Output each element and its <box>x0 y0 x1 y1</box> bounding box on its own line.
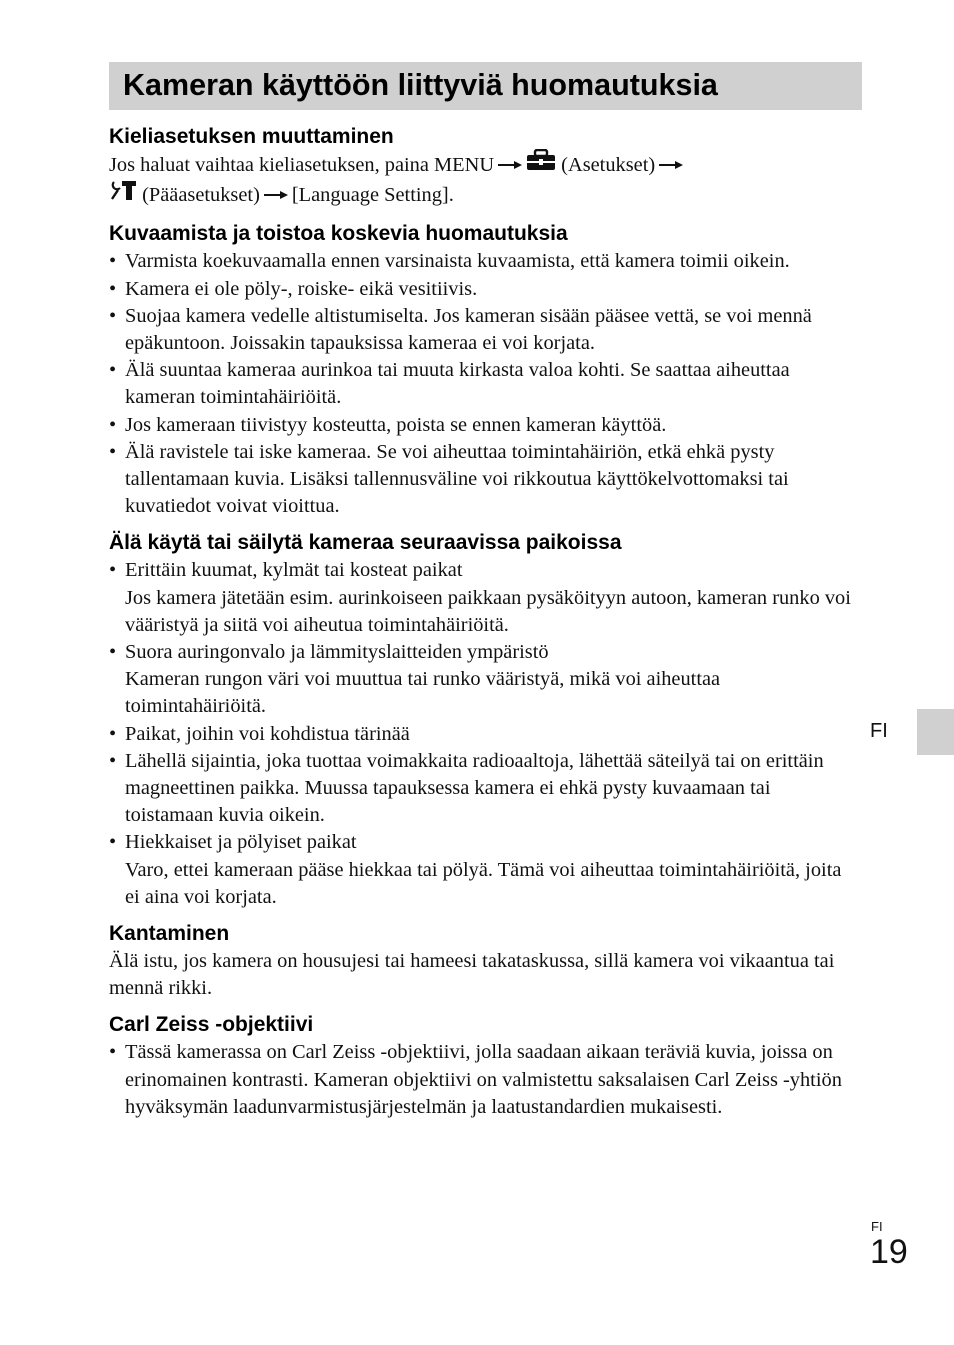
page-number: 19 <box>870 1233 908 1271</box>
carrying-text: Älä istu, jos kamera on housujesi tai hameesi takataskussa, sillä kamera voi vikaantua tai mennä rikki. <box>109 950 835 1000</box>
list-item-desc: Varo, ettei kameraan pääse hiekkaa tai pölyä. Tämä voi aiheuttaa toimintahäiriöitä, joita ei aina voi korjata. <box>125 858 842 908</box>
language-text-2a: (Pääasetukset) <box>142 184 260 206</box>
side-tab-marker <box>917 709 954 755</box>
list-item-title: • Suora auringonvalo ja lämmityslaitteiden ympäristö <box>125 641 549 664</box>
section-heading-language: Kieliasetuksen muuttaminen <box>109 125 394 148</box>
section-language <box>109 122 861 211</box>
list-item: • Tässä kamerassa on Carl Zeiss -objektiivi, jolla saadaan aikaan teräviä kuvia, joissa on erinomainen kontrasti. Kameran objektiivi on valmistettu saksalaisen Carl Zeiss -yhtiön hyväksymän laadunvarmistusjärjestelmän ja laatustandardien mukaisesti. <box>109 1039 861 1121</box>
arrow-right-icon <box>498 151 522 178</box>
section-storage <box>109 528 861 911</box>
section-heading-storage: Älä käytä tai säilytä kameraa seuraavissa paikoissa <box>109 531 622 555</box>
section-heading-carrying: Kantaminen <box>109 922 230 946</box>
list-item-desc: Kameran rungon väri voi muuttua tai runko vääristyä, mikä voi aiheuttaa toimintahäiriöitä. <box>125 668 721 718</box>
zeiss-list <box>109 1039 861 1121</box>
arrow-right-icon <box>264 181 288 208</box>
list-item-title: • Erittäin kuumat, kylmät tai kosteat paikat <box>125 559 463 582</box>
section-shooting <box>109 219 861 520</box>
page-title: Kameran käyttöön liittyviä huomautuksia <box>123 68 718 102</box>
footer-language-label: FI <box>871 1219 883 1234</box>
list-item: • Varmista koekuvaamalla ennen varsinaista kuvaamista, että kamera toimii oikein. <box>109 248 861 275</box>
section-zeiss <box>109 1010 861 1121</box>
list-item <box>109 829 861 911</box>
content <box>109 122 861 1121</box>
list-item <box>109 639 861 721</box>
toolbox-icon <box>526 149 556 179</box>
language-line-1 <box>109 151 861 181</box>
arrow-right-icon <box>659 151 683 178</box>
list-item: • Älä ravistele tai iske kameraa. Se voi aiheuttaa toimintahäiriön, etkä ehkä pysty tallentamaan kuvia. Lisäksi tallennusväline voi rikkoutua käyttökelvottomaksi tai kuvatiedot voivat vioittua. <box>109 439 861 521</box>
list-item-desc: Jos kamera jätetään esim. aurinkoiseen paikkaan pysäköityyn autoon, kameran runko voi vääristyä ja siitä voi aiheutua toimintahäiriöitä. <box>125 586 851 636</box>
list-item-title: • Paikat, joihin voi kohdistua tärinää <box>125 722 410 745</box>
list-item <box>109 721 861 748</box>
language-text-2b: [Language Setting]. <box>291 184 454 206</box>
list-item-title: • Lähellä sijaintia, joka tuottaa voimakkaita radioaaltoja, lähettää säteilyä tai on erittäin magneettinen paikka. Muussa tapauksessa kamera ei ehkä pysty kuvaamaan tai toistamaan kuvia oikein. <box>125 749 824 827</box>
list-item-title: • Hiekkaiset ja pölyiset paikat <box>125 831 357 854</box>
section-heading-zeiss: Carl Zeiss -objektiivi <box>109 1013 314 1037</box>
section-heading-shooting: Kuvaamista ja toistoa koskevia huomautuksia <box>109 222 568 246</box>
list-item: • Suojaa kamera vedelle altistumiselta. Jos kameran sisään pääsee vettä, se voi mennä epäkuntoon. Joissakin tapauksissa kameraa ei voi korjata. <box>109 303 861 357</box>
list-item: • Älä suuntaa kameraa aurinkoa tai muuta kirkasta valoa kohti. Se saattaa aiheuttaa kameran toimintahäiriöitä. <box>109 357 861 411</box>
list-item <box>109 557 861 639</box>
language-text-1a: Jos haluat vaihtaa kieliasetuksen, paina MENU <box>109 153 495 176</box>
side-tab-language-label: FI <box>870 720 888 742</box>
title-bar <box>109 62 862 110</box>
wrench-settings-icon <box>109 179 137 209</box>
storage-list <box>109 557 861 911</box>
list-item <box>109 748 861 830</box>
language-text-1b: (Asetukset) <box>561 153 656 176</box>
list-item: • Jos kameraan tiivistyy kosteutta, poista se ennen kameran käyttöä. <box>109 412 861 439</box>
list-item: • Kamera ei ole pöly-, roiske- eikä vesitiivis. <box>109 276 861 303</box>
language-line-2 <box>109 181 861 211</box>
section-carrying <box>109 919 861 1002</box>
shooting-list <box>109 248 861 520</box>
